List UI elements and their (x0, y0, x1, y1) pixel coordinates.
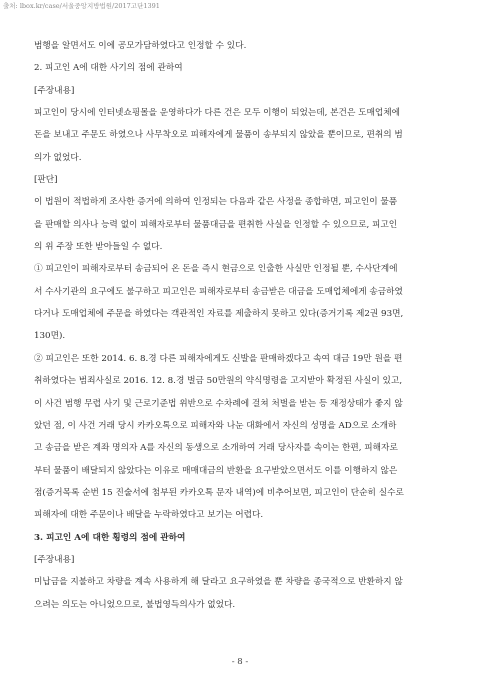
document-body (34, 35, 452, 616)
paragraph-line: 취하였다는 범죄사실로 2016. 12. 8.경 벌금 50만원의 약식명령을 고지받아 확정된 사실이 있고, (34, 376, 403, 387)
paragraph-line: 부터 물품이 배달되지 않았다는 이유로 매매대금의 반환을 요구받았으면서도 이를 이행하지 않은 (34, 465, 398, 476)
subheading-claim: [주장내용] (34, 554, 75, 565)
paragraph-line: 피고인이 당시에 인터넷쇼핑몰을 운영하다가 다른 건은 모두 이행이 되었는데, 본건은 도매업체에 (34, 108, 401, 119)
paragraph-line: 이 법원이 적법하게 조사한 증거에 의하여 인정되는 다음과 같은 사정을 종합하면, 피고인이 물품 (34, 197, 398, 208)
paragraph-line: ① 피고인이 피해자로부터 송금되어 온 돈을 즉시 현금으로 인출한 사실만 인정될 뿐, 수사단계에 (34, 264, 398, 275)
paragraph-line: 미납금을 지불하고 차량을 계속 사용하게 해 달라고 요구하였을 뿐 차량을 종국적으로 반환하지 않 (34, 577, 403, 588)
paragraph-line: 피해자에 대한 주문이나 배달을 누락하였다고 보기는 어렵다. (34, 510, 264, 521)
paragraph-line: 범행을 알면서도 이에 공모가담하였다고 인정할 수 있다. (34, 41, 247, 51)
page-number: - 8 - (231, 657, 249, 667)
paragraph-line: 의가 없었다. (34, 152, 82, 163)
paragraph-line: 돈을 보내고 주문도 하였으나 사무착오로 피해자에게 물품이 송부되지 않았을 뿐이므로, 편취의 범 (34, 130, 403, 141)
paragraph-line: 의 위 주장 또한 받아들일 수 없다. (34, 242, 163, 253)
section-heading: 3. 피고인 A에 대한 횡령의 점에 관하여 (34, 532, 186, 543)
subheading-claim: [주장내용] (34, 85, 75, 96)
paragraph-line: 고 송금을 받은 계좌 명의자 A를 자신의 동생으로 소개하여 거래 당사자를 속이는 한편, 피해자로 (34, 443, 398, 454)
subheading-judgment: [판단] (34, 175, 58, 186)
section-heading: 2. 피고인 A에 대한 사기의 점에 관하여 (34, 63, 183, 74)
paragraph-line: 으려는 의도는 아니었으므로, 불법영득의사가 없었다. (34, 599, 236, 610)
source-url: 출처: lbox.kr/case/서울중앙지방법원/2017고단1391 (3, 2, 160, 10)
paragraph-line: 았던 점, 이 사건 거래 당시 카카오톡으로 피해자와 나눈 대화에서 자신의 성명을 AD으로 소개하 (34, 420, 397, 431)
paragraph-line: 점(증거목록 순번 15 진술서에 첨부된 카카오톡 문자 내역)에 비추어보면, 피고인이 단순히 실수로 (34, 487, 404, 498)
paragraph-line: 서 수사기관의 요구에도 불구하고 피고인은 피해자로부터 송금받은 대금을 도매업체에게 송금하였 (34, 286, 403, 297)
paragraph-line: 다거나 도매업체에 주문을 하였다는 객관적인 자료를 제출하지 못하고 있다(증거기록 제2권 93면, (34, 309, 404, 320)
paragraph-line: ② 피고인은 또한 2014. 6. 8.경 다른 피해자에게도 신발을 판매하겠다고 속여 대금 19만 원을 편 (34, 353, 403, 364)
paragraph-line: 130면). (34, 331, 66, 342)
paragraph-line: 이 사건 범행 무렵 사기 및 근로기준법 위반으로 수차례에 걸쳐 처벌을 받는 등 재정상태가 좋지 않 (34, 398, 403, 409)
paragraph-line: 을 판매할 의사나 능력 없이 피해자로부터 물품대금을 편취한 사실을 인정할 수 있으므로, 피고인 (34, 219, 398, 230)
